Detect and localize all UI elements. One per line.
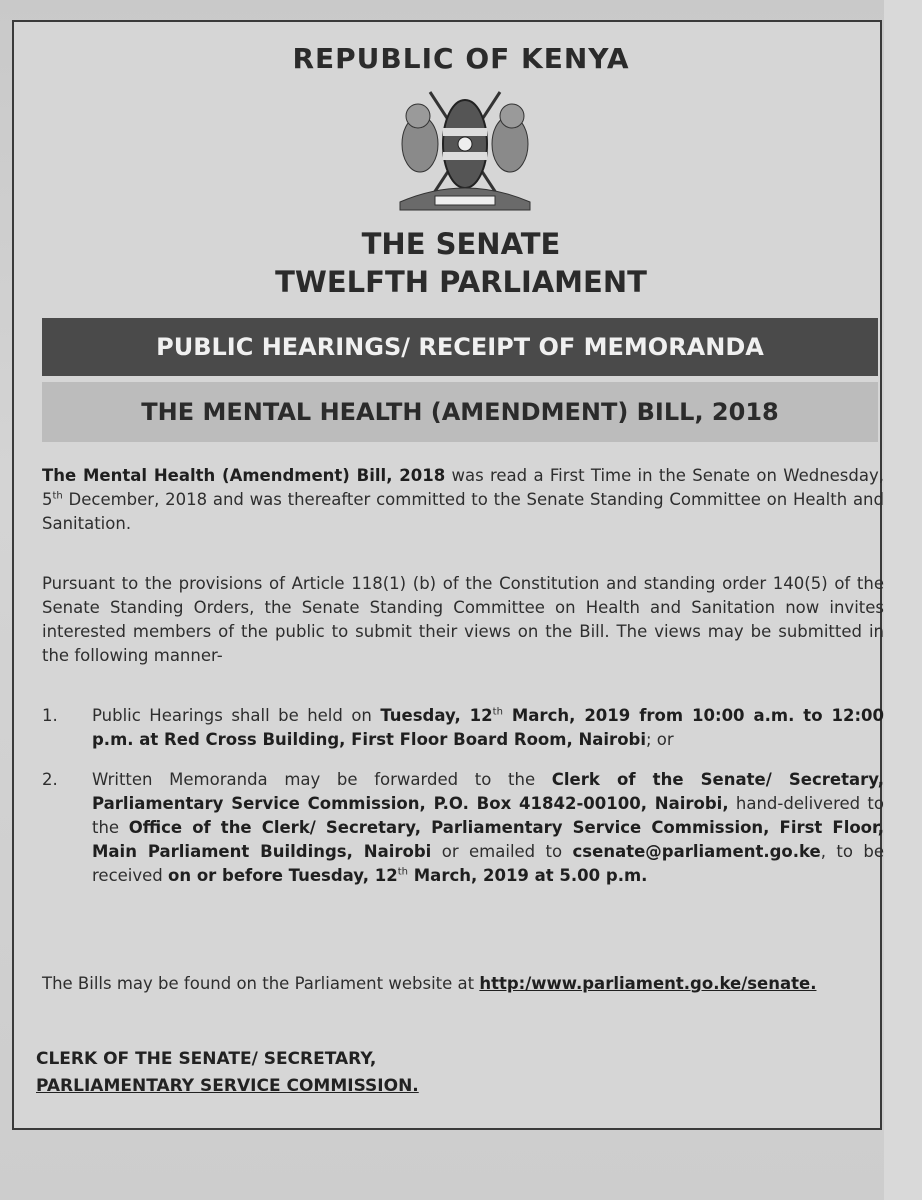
item-text: or emailed to <box>431 842 573 861</box>
item-date: Tuesday, 12 <box>380 706 493 725</box>
item-text: Written Memoranda may be forwarded to the <box>92 770 552 789</box>
list-number: 1. <box>42 706 58 725</box>
item-text-end: ; or <box>646 730 674 749</box>
kenya-coat-of-arms-icon <box>390 84 540 214</box>
item-venue: March, 2019 from 10:00 a.m. to 12:00 p.m. at Red Cross Building, First Floor Board Room, Nairobi <box>92 706 885 749</box>
deadline-time: March, 2019 at 5.00 p.m. <box>408 866 648 885</box>
parliament-title: TWELFTH PARLIAMENT <box>275 265 647 299</box>
intro-paragraph <box>42 464 884 536</box>
item-sup: th <box>397 866 409 878</box>
office-address: Office of the Clerk/ Secretary, Parliamentary Service Commission, First Floor, Main Parliament Buildings, Nairobi <box>92 818 885 861</box>
bill-name: The Mental Health (Amendment) Bill, 2018 <box>42 466 446 485</box>
list-number: 2. <box>42 770 58 789</box>
item-text: hand-delivered to the <box>92 794 885 837</box>
list-text <box>92 768 884 888</box>
intro-text-1: was read a First Time in the Senate on Wednesday, 5 <box>42 466 884 509</box>
signature-block <box>36 1046 636 1100</box>
website-text: The Bills may be found on the Parliament website at <box>42 974 480 993</box>
website-paragraph <box>42 972 884 996</box>
postal-address: Clerk of the Senate/ Secretary, Parliamentary Service Commission, P.O. Box 41842-00100, Nairobi, <box>92 770 884 813</box>
notice-type-banner: PUBLIC HEARINGS/ RECEIPT OF MEMORANDA <box>42 318 878 376</box>
bill-title-banner: THE MENTAL HEALTH (AMENDMENT) BILL, 2018 <box>42 382 878 442</box>
list-item <box>42 768 884 918</box>
pursuant-paragraph: Pursuant to the provisions of Article 118(1) (b) of the Constitution and standing order 140(5) of the Senate Standing Orders, the Senate Standing Committee on Health and Sanitation now invites interested members of the public to submit their views on the Bill. The views may be submitted in the following manner- <box>42 574 884 665</box>
intro-text-2: December, 2018 and was thereafter committed to the Senate Standing Committee on Health and Sanitation. <box>42 490 884 533</box>
list-item <box>42 704 884 754</box>
email-link[interactable]: csenate@parliament.go.ke <box>572 842 821 861</box>
item-text: , to be received <box>92 842 884 885</box>
senate-heading <box>0 225 922 301</box>
signature-line-2: PARLIAMENTARY SERVICE COMMISSION. <box>36 1076 419 1096</box>
deadline: on or before Tuesday, 12 <box>168 866 398 885</box>
country-heading: REPUBLIC OF KENYA <box>292 42 630 75</box>
intro-sup: th <box>52 490 63 502</box>
adjacent-page-strip <box>884 0 922 1200</box>
item-sup: th <box>492 706 503 718</box>
signature-line-1: CLERK OF THE SENATE/ SECRETARY, <box>36 1049 377 1069</box>
item-text: Public Hearings shall be held on <box>92 706 381 725</box>
list-text <box>92 704 884 752</box>
website-link[interactable]: http:/www.parliament.go.ke/senate. <box>479 974 817 993</box>
institution-title: THE SENATE <box>361 227 561 261</box>
